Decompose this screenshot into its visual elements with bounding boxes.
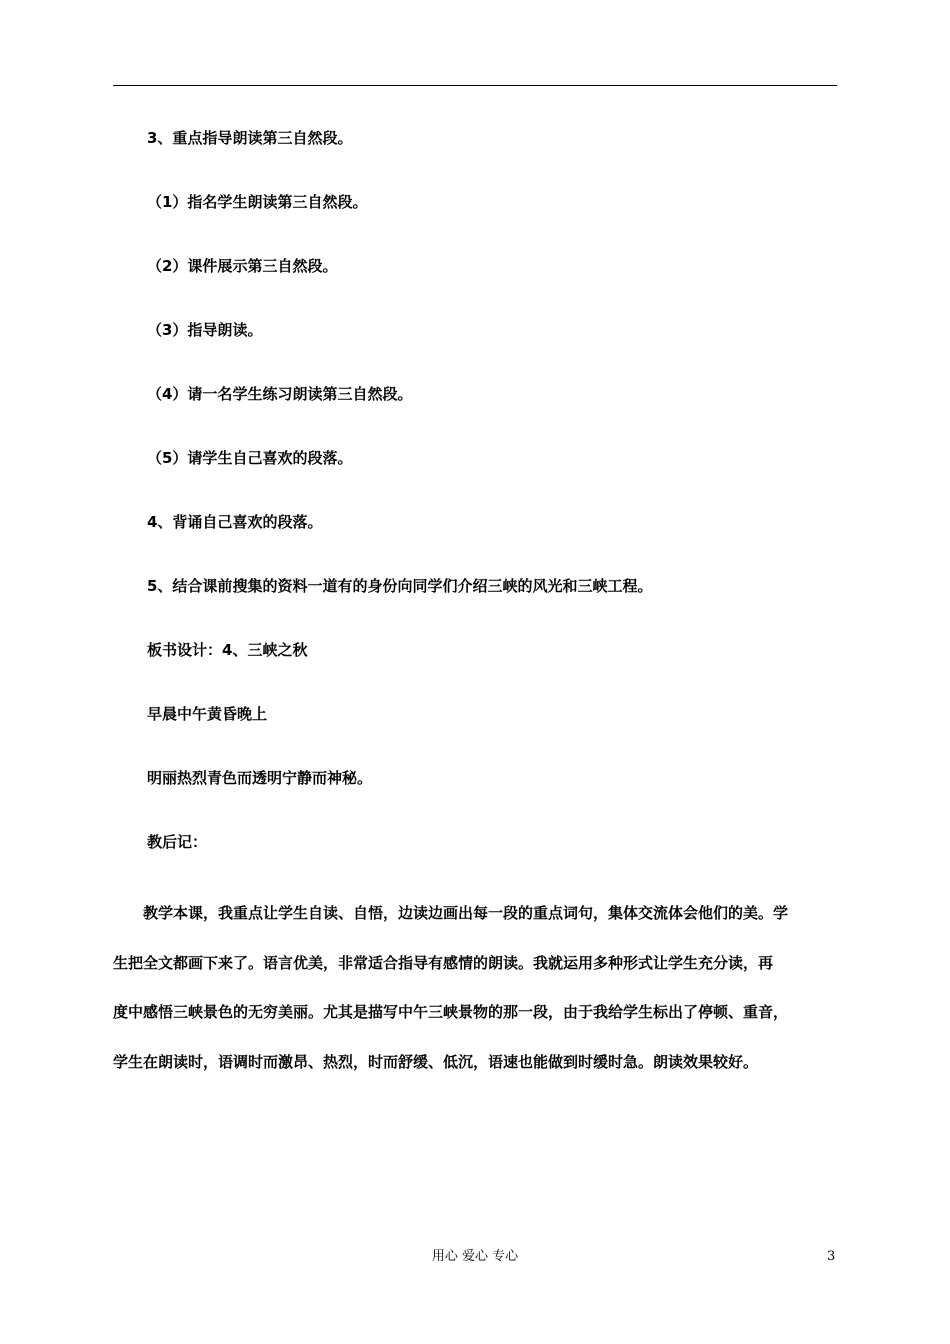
footer-motto: 用心 爱心 专心	[431, 1249, 519, 1264]
reflection-line: 生把全文都画下来了。语言优美，非常适合指导有感情的朗读。我就运用多种形式让学生充分读，再	[113, 953, 774, 972]
reflection-heading: 教后记：	[147, 833, 208, 851]
step-5-heading: 5、结合课前搜集的资料一道有的身份向同学们介绍三峡的风光和三峡工程。	[147, 577, 653, 595]
substep-3: （3）指导朗读。	[147, 321, 263, 339]
substep-5: （5）请学生自己喜欢的段落。	[147, 449, 353, 467]
board-design-features: 明丽热烈青色而透明宁静而神秘。	[147, 769, 373, 787]
reflection-line: 度中感悟三峡景色的无穷美丽。尤其是描写中午三峡景物的那一段，由于我给学生标出了停顿、重音，	[113, 1003, 789, 1022]
reflection-paragraph	[113, 889, 843, 1087]
header-rule	[113, 85, 837, 86]
substep-2: （2）课件展示第三自然段。	[147, 257, 338, 275]
step-4-heading: 4、背诵自己喜欢的段落。	[147, 513, 323, 531]
substep-1: （1）指名学生朗读第三自然段。	[147, 193, 368, 211]
step-3-heading: 3、重点指导朗读第三自然段。	[147, 129, 353, 147]
board-design-times: 早晨中午黄昏晚上	[147, 705, 268, 723]
reflection-line: 教学本课，我重点让学生自读、自悟，边读边画出每一段的重点词句，集体交流体会他们的美。学	[113, 904, 789, 922]
reflection-line: 学生在朗读时，语调时而激昂、热烈，时而舒缓、低沉，语速也能做到时缓时急。朗读效果较好。	[113, 1052, 759, 1071]
page-number: 3	[827, 1249, 836, 1264]
board-design-title: 板书设计：4、三峡之秋	[147, 641, 308, 659]
substep-4: （4）请一名学生练习朗读第三自然段。	[147, 385, 413, 403]
